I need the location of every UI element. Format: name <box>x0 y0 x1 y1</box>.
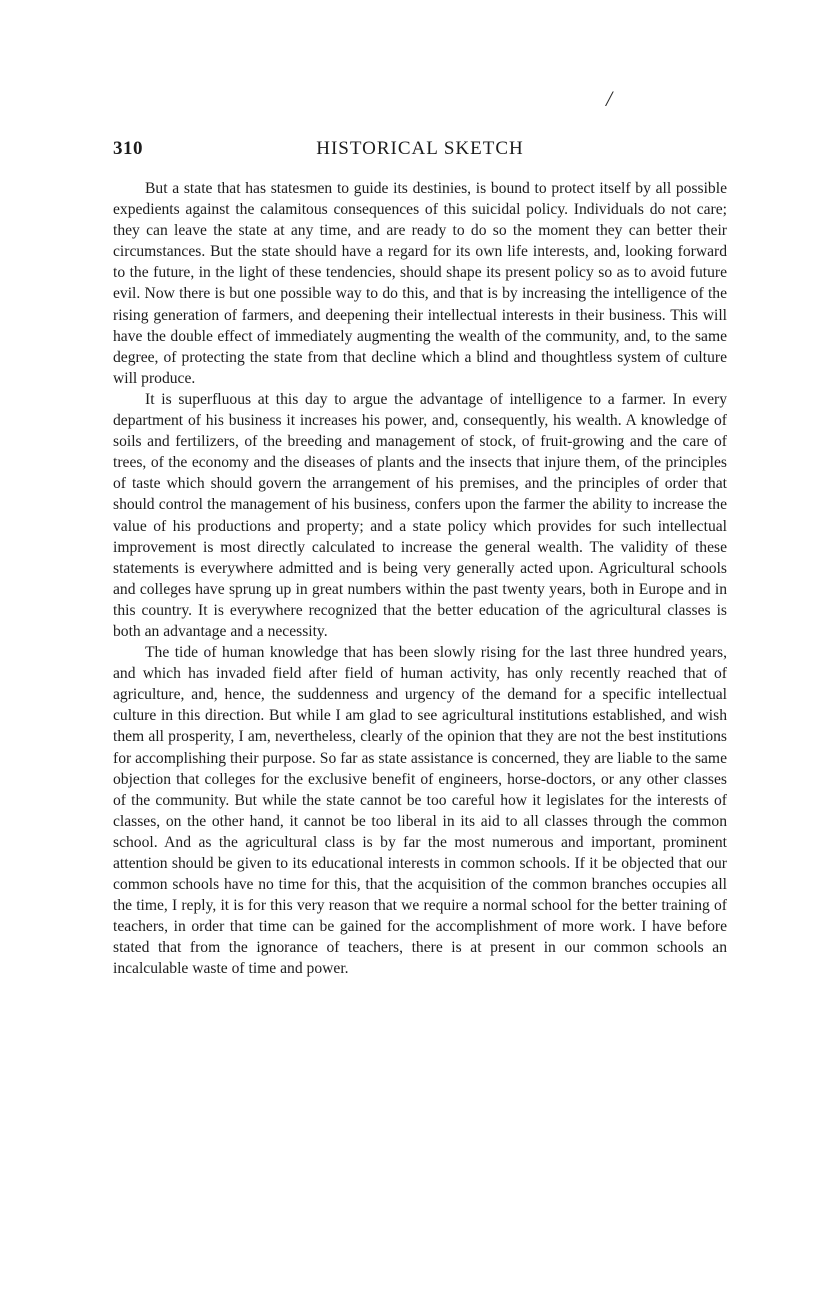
handwritten-corner-mark: / <box>606 86 613 111</box>
page-number: 310 <box>113 138 143 159</box>
paragraph-state-policy: But a state that has statesmen to guide its destinies, is bound to protect itself by all possible expedients against the calamitous consequences of this suicidal policy. Individuals do not care; they can leave the state at any time, and are ready to do so the moment they can better their circumstances. But the state should have a regard for its own life interests, and, looking forward to the future, in the light of these tendencies, should shape its present policy so as to avoid future evil. Now there is but one possible way to do this, and that is by increasing the intelligence of the rising generation of farmers, and deepening their intellectual interests in their business. This will have the double effect of immediately augmenting the wealth of the community, and, to the same degree, of protecting the state from that decline which a blind and thoughtless system of culture will produce. <box>113 180 727 387</box>
running-head: HISTORICAL SKETCH <box>316 138 524 159</box>
page-header <box>113 138 727 164</box>
body-text <box>113 178 727 980</box>
paragraph-intelligence-farmer: It is superfluous at this day to argue the advantage of intelligence to a farmer. In every department of his business it increases his power, and, consequently, his wealth. A knowledge of soils and fertilizers, of the breeding and management of stock, of fruit-growing and the care of trees, of the economy and the diseases of plants and the insects that injure them, of the principles of taste which should govern the arrangement of his premises, and the principles of order that should control the management of his business, confers upon the farmer the ability to increase the value of his productions and property; and a state policy which provides for such intellectual improvement is most directly calculated to increase the general wealth. The validity of these statements is everywhere admitted and is being very generally acted upon. Agricultural schools and colleges have sprung up in great numbers within the past twenty years, both in Europe and in this country. It is everywhere recognized that the better education of the agricultural classes is both an advantage and a necessity. <box>113 390 727 640</box>
paragraph-tide-of-knowledge: The tide of human knowledge that has been slowly rising for the last three hundred years, and which has invaded field after field of human activity, has only recently reached that of agriculture, and, hence, the suddenness and urgency of the demand for a specific intellectual culture in this direction. But while I am glad to see agricultural institutions established, and wish them all prosperity, I am, nevertheless, clearly of the opinion that they are not the best institutions for accomplishing their purpose. So far as state assistance is concerned, they are liable to the same objection that colleges for the exclusive benefit of engineers, horse-doctors, or any other classes of the community. But while the state cannot be too careful how it legislates for the interests of classes, on the other hand, it cannot be too liberal in its aid to all classes through the common school. And as the agricultural class is by far the most numerous and important, prominent attention should be given to its educational interests in common schools. If it be objected that our common schools have no time for this, that the acquisition of the common branches occupies all the time, I reply, it is for this very reason that we require a normal school for the better training of teachers, in order that time can be gained for the accomplishment of more work. I have before stated that from the ignorance of teachers, there is at present in our common schools an incalculable waste of time and power. <box>113 644 727 978</box>
